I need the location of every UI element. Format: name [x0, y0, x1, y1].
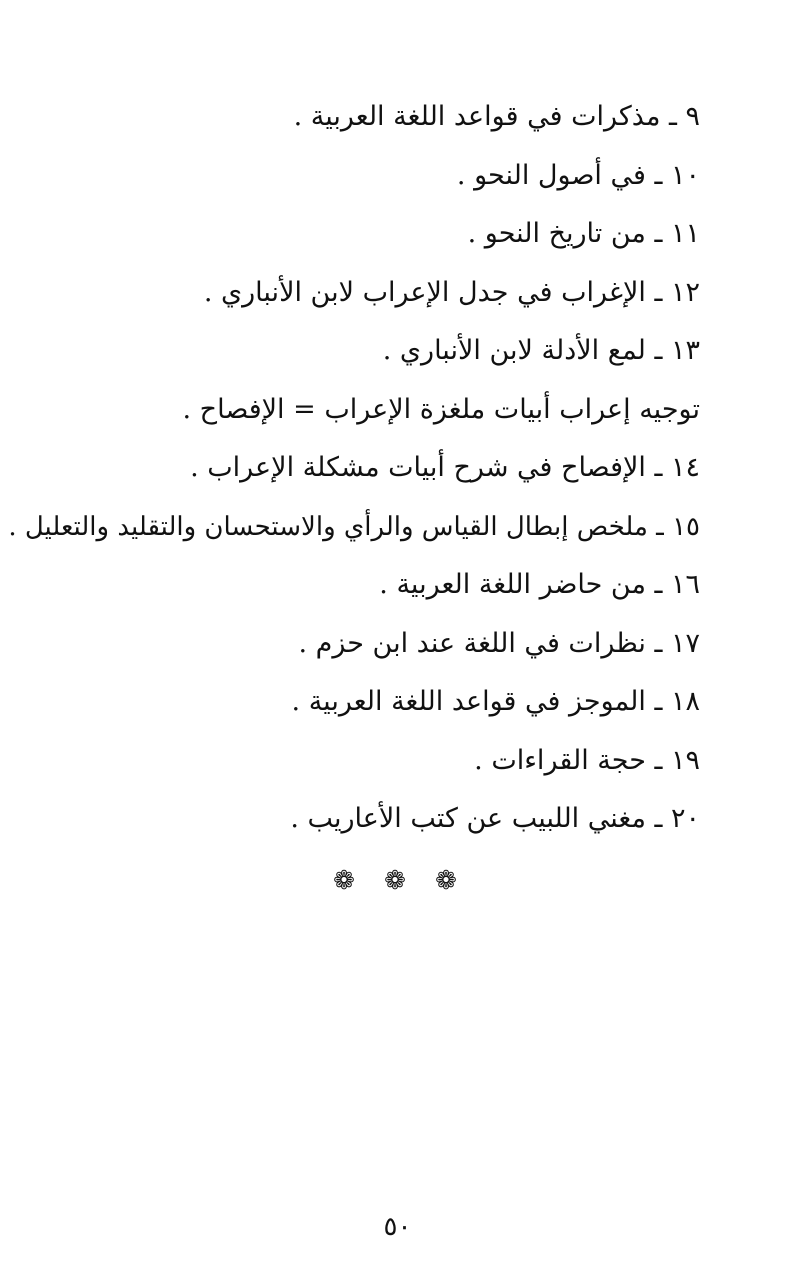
book-list: [8, 96, 700, 857]
list-item: ١١ ـ من تاريخ النحو .: [467, 218, 700, 249]
list-item: ١٣ ـ لمع الأدلة لابن الأنباري .: [382, 335, 700, 366]
flower-ornament-icon: ❁: [333, 866, 355, 896]
flower-ornament-icon: ❁: [384, 866, 406, 896]
list-item: ١٤ ـ الإفصاح في شرح أبيات مشكلة الإعراب .: [190, 452, 700, 483]
list-item: ١٦ ـ من حاضر اللغة العربية .: [379, 569, 700, 600]
list-item: ١٥ ـ ملخص إبطال القياس والرأي والاستحسان والتقليد والتعليل .: [8, 511, 700, 542]
list-item: ٩ ـ مذكرات في قواعد اللغة العربية .: [293, 101, 700, 132]
section-separator: [330, 866, 460, 896]
list-item: ١٩ ـ حجة القراءات .: [474, 744, 700, 776]
flower-ornament-icon: ❁: [435, 866, 457, 896]
list-item-note: توجيه إعراب أبيات ملغزة الإعراب = الإفصاح .: [182, 393, 700, 425]
list-item: ١٧ ـ نظرات في اللغة عند ابن حزم .: [298, 627, 700, 659]
list-item: ١٢ ـ الإغراب في جدل الإعراب لابن الأنباري .: [203, 276, 700, 308]
list-item: ١٠ ـ في أصول النحو .: [456, 159, 700, 191]
page-number: ٥٠: [383, 1212, 412, 1242]
list-item: ١٨ ـ الموجز في قواعد اللغة العربية .: [291, 686, 700, 717]
list-item: ٢٠ ـ مغني اللبيب عن كتب الأعاريب .: [290, 803, 700, 834]
